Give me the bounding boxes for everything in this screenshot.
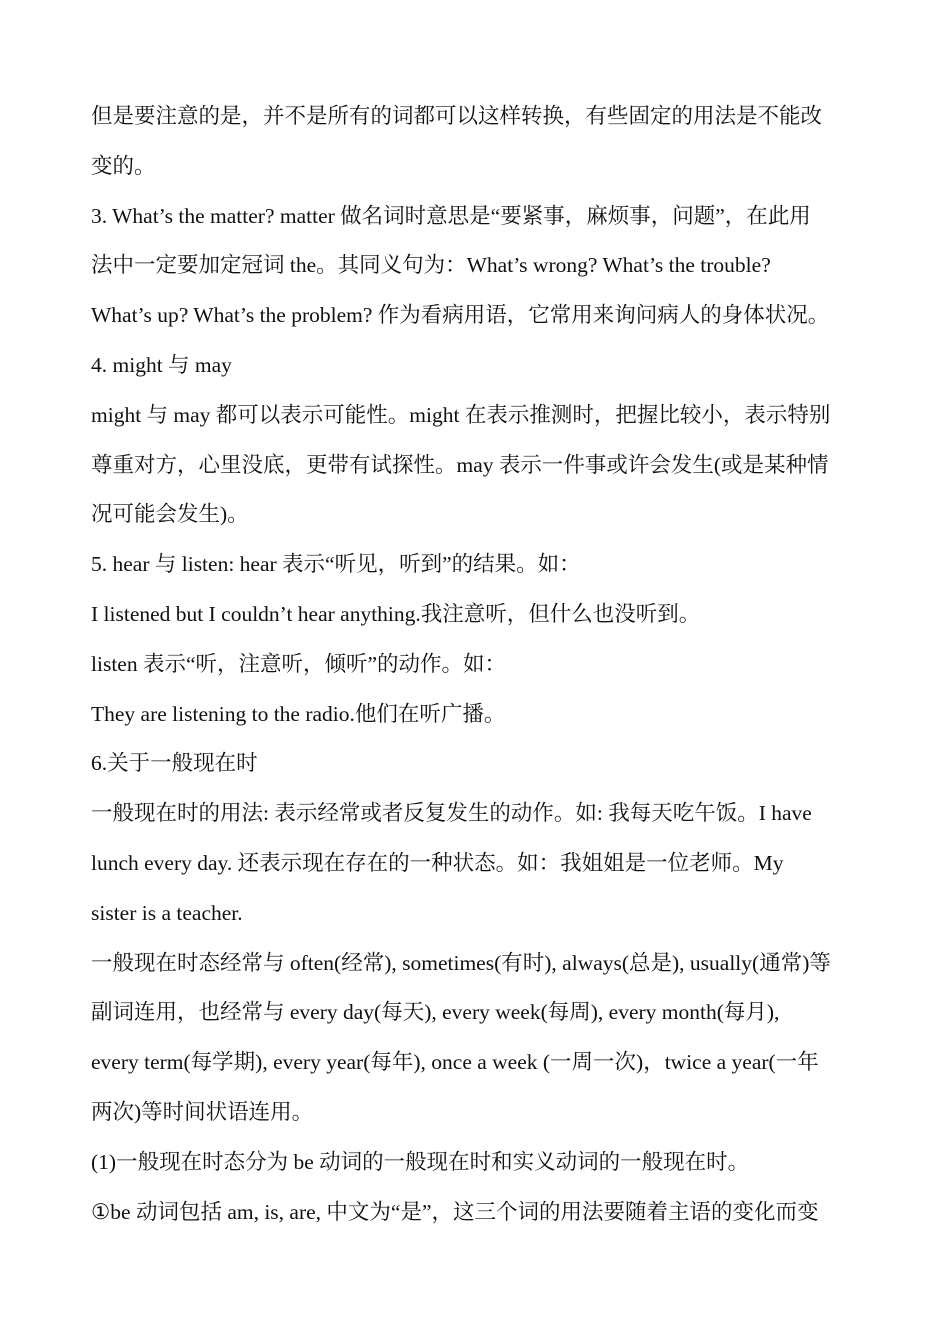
example-sentence: I listened but I couldn’t hear anything.我注意听，但什么也没听到。 <box>91 601 701 626</box>
text-line: might 与 may 都可以表示可能性。might 在表示推测时，把握比较小，表示特别 <box>91 402 831 427</box>
text-line: 法中一定要加定冠词 the。其同义句为：What’s wrong? What’s the trouble? <box>91 253 771 278</box>
document-body <box>91 96 871 1241</box>
text-line: every term(每学期), every year(每年), once a week (一周一次)，twice a year(一年 <box>91 1050 819 1075</box>
text-line: 变的。 <box>91 153 156 178</box>
subsection-heading: (1)一般现在时态分为 be 动词的一般现在时和实义动词的一般现在时。 <box>91 1149 750 1174</box>
text-line: 但是要注意的是，并不是所有的词都可以这样转换，有些固定的用法是不能改 <box>91 104 823 128</box>
section-heading: 5. hear 与 listen: hear 表示“听见，听到”的结果。如： <box>91 552 581 577</box>
text-line: ①be 动词包括 am, is, are, 中文为“是”，这三个词的用法要随着主语的变化而变 <box>91 1199 819 1224</box>
text-line: 副词连用，也经常与 every day(每天), every week(每周), every month(每月), <box>91 1000 780 1025</box>
text-line: What’s up? What’s the problem? 作为看病用语，它常用来询问病人的身体状况。 <box>91 303 830 328</box>
text-line: 一般现在时态经常与 often(经常), sometimes(有时), always(总是), usually(通常)等 <box>91 950 831 975</box>
text-line: 尊重对方，心里没底，更带有试探性。may 表示一件事或许会发生(或是某种情 <box>91 452 829 477</box>
text-line: 两次)等时间状语连用。 <box>91 1099 314 1124</box>
text-line: listen 表示“听，注意听，倾听”的动作。如： <box>91 651 507 676</box>
section-heading: 6.关于一般现在时 <box>91 751 258 776</box>
text-line: 况可能会发生)。 <box>91 502 249 527</box>
example-sentence: They are listening to the radio.他们在听广播。 <box>91 701 506 726</box>
text-line: lunch every day. 还表示现在存在的一种状态。如：我姐姐是一位老师。My <box>91 850 784 875</box>
text-line: sister is a teacher. <box>91 900 243 925</box>
section-heading: 3. What’s the matter? matter 做名词时意思是“要紧事，麻烦事，问题”，在此用 <box>91 203 811 228</box>
section-heading: 4. might 与 may <box>91 352 232 377</box>
text-line: 一般现在时的用法: 表示经常或者反复发生的动作。如: 我每天吃午饭。I have <box>91 801 812 826</box>
